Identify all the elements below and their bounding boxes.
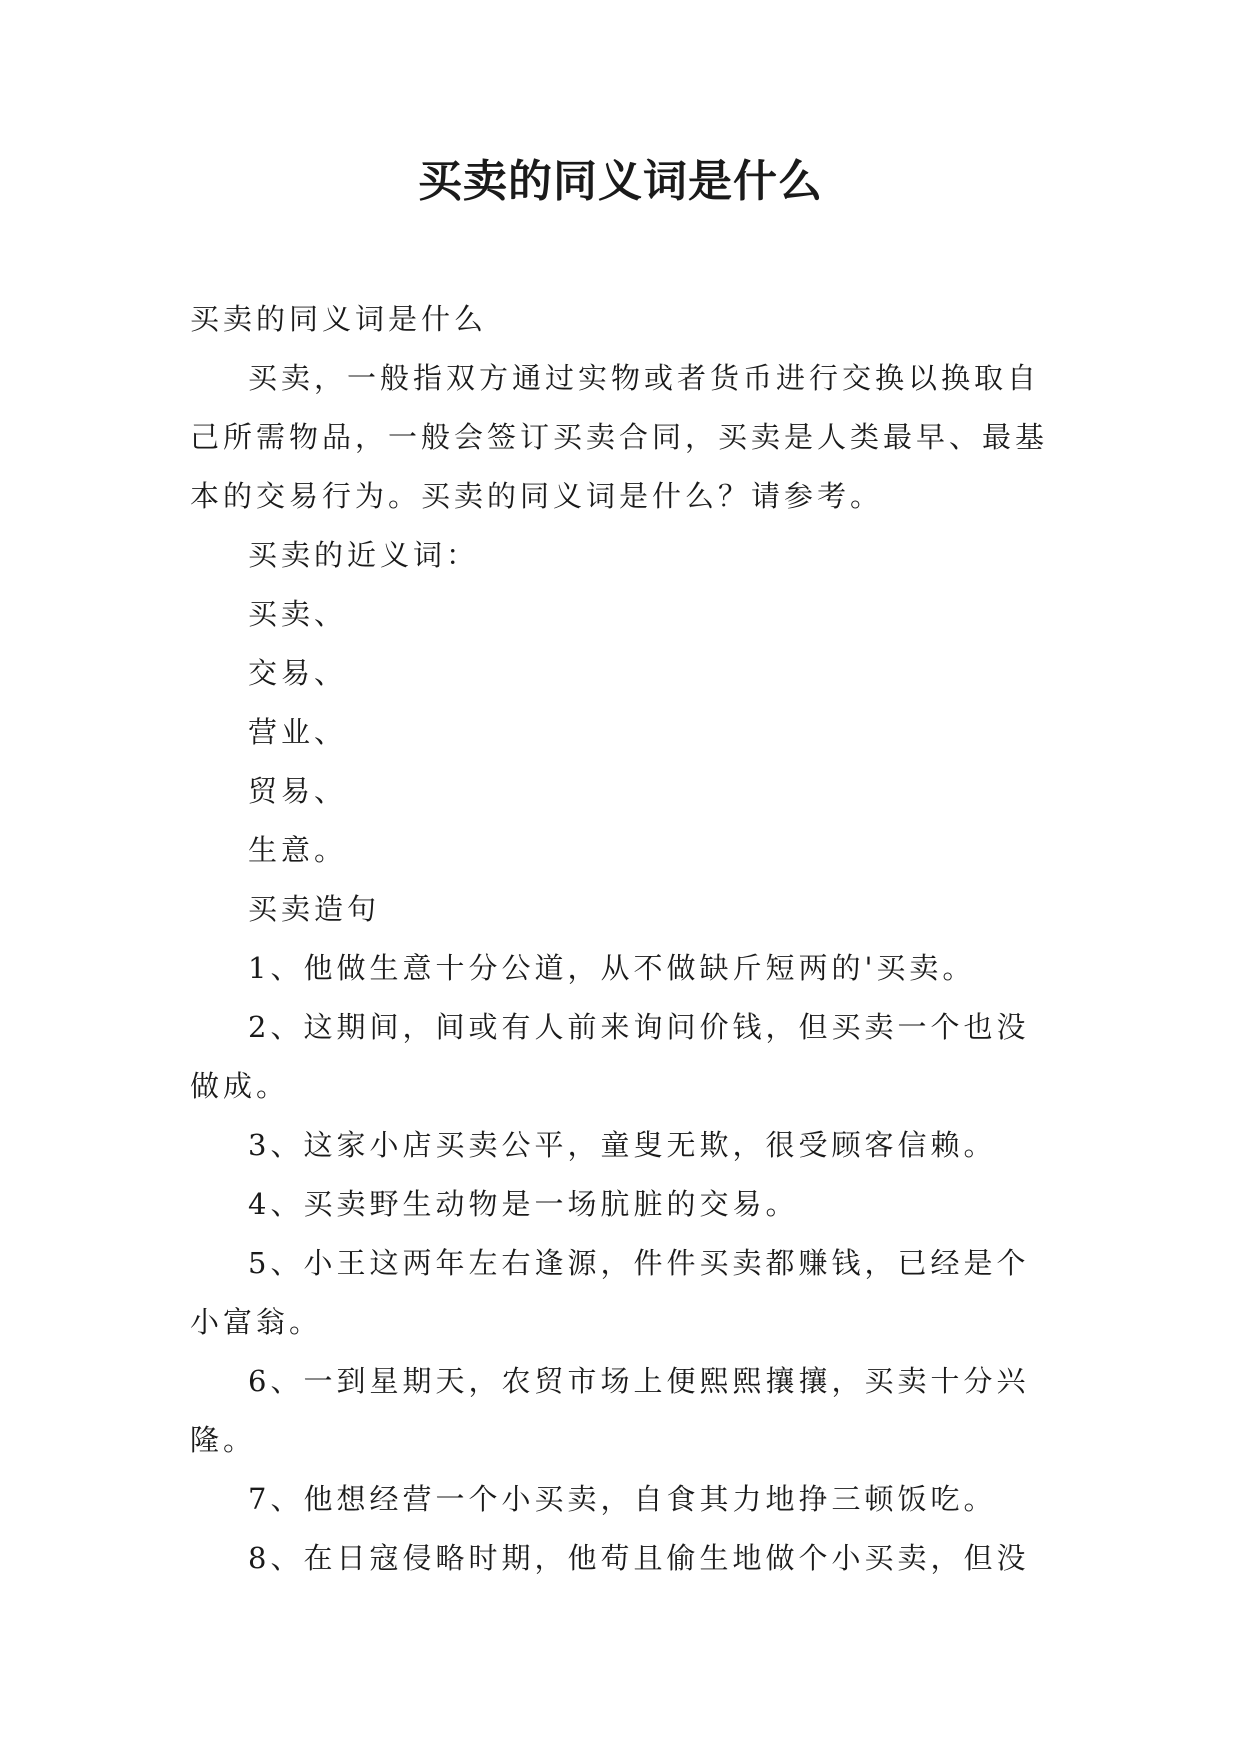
paragraph-synonyms-heading: 买卖的近义词： xyxy=(248,538,480,572)
synonym-item: 营业、 xyxy=(248,715,348,749)
example-sentence: 5、小王这两年左右逢源，件件买卖都赚钱，已经是个小富翁。 xyxy=(190,1246,1030,1339)
example-sentence: 6、一到星期天，农贸市场上便熙熙攘攘，买卖十分兴隆。 xyxy=(190,1364,1030,1457)
example-sentence: 3、这家小店买卖公平，童叟无欺，很受顾客信赖。 xyxy=(248,1128,997,1162)
paragraph-intro: 买卖，一般指双方通过实物或者货币进行交换以换取自己所需物品，一般会签订买卖合同，买卖是人类最早、最基本的交易行为。买卖的同义词是什么？请参考。 xyxy=(190,361,1049,513)
paragraph-heading: 买卖的同义词是什么 xyxy=(190,302,488,336)
example-sentence: 8、在日寇侵略时期，他苟且偷生地做个小买卖，但没 xyxy=(248,1541,1030,1575)
synonym-item: 贸易、 xyxy=(248,774,348,808)
example-sentence: 7、他想经营一个小买卖，自食其力地挣三顿饭吃。 xyxy=(248,1482,997,1516)
document-body xyxy=(190,290,1060,1588)
example-sentence: 4、买卖野生动物是一场肮脏的交易。 xyxy=(248,1187,799,1221)
document-title: 买卖的同义词是什么 xyxy=(418,156,823,207)
synonym-item: 交易、 xyxy=(248,656,348,690)
synonym-item: 买卖、 xyxy=(248,597,348,631)
paragraph-sentences-heading: 买卖造句 xyxy=(248,892,381,926)
example-sentence: 2、这期间，间或有人前来询问价钱，但买卖一个也没做成。 xyxy=(190,1010,1030,1103)
example-sentence: 1、他做生意十分公道，从不做缺斤短两的'买卖。 xyxy=(248,951,976,985)
synonym-item: 生意。 xyxy=(248,833,348,867)
